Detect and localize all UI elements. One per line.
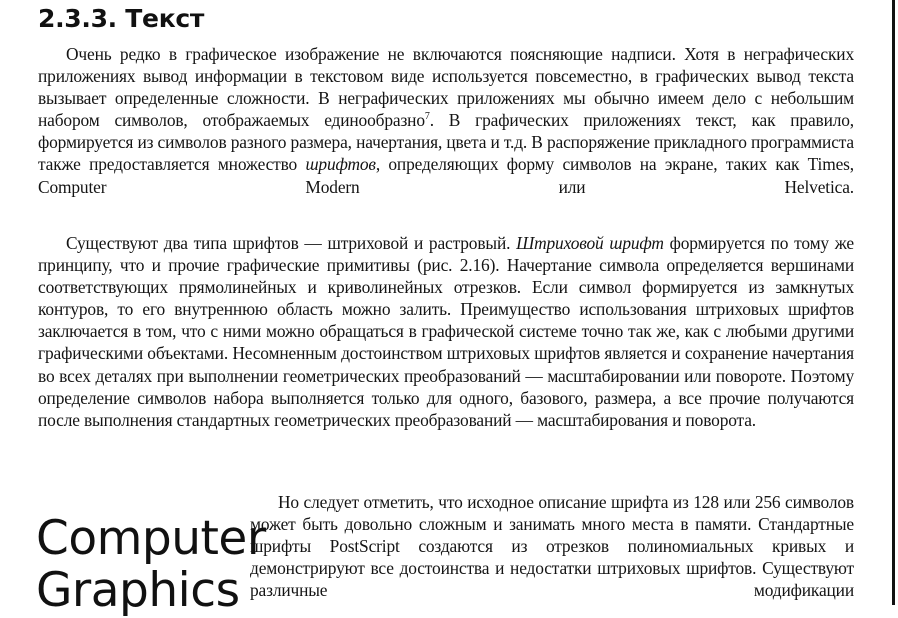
footnote-marker: 7 (424, 111, 430, 123)
paragraph-1-text-b: . В графических приложениях текст, как правило, формируется из символов разного размера, начертания, цвета и т.д. В распоряжение прикладного программиста также предоставляется множество (38, 110, 854, 175)
figure-text-computer: Computer (36, 511, 266, 566)
paragraph-1-text-c: , определяющих форму символов на экране, таких как Times, Computer Modern или Helvetica. (38, 154, 854, 197)
paragraph-1 (38, 43, 854, 198)
section-heading: 2.3.3. Текст (38, 4, 205, 33)
paragraph-1-text-a: Очень редко в графическое изображение не включаются поясняющие надписи. Хотя в неграфических приложениях вывод информации в текстовом виде используется повсеместно, в графических вывод текста вызывает определенные сложности. В неграфических приложениях мы обычно имеем дело с небольшим набором символов, отображаемых единообразно (38, 44, 854, 131)
paragraph-2 (38, 232, 854, 431)
paragraph-2-text-a: Существуют два типа шрифтов — штриховой и растровый. (66, 233, 517, 253)
figure-text-graphics: Graphics (36, 563, 240, 618)
term-fonts: шрифтов (305, 154, 376, 175)
paragraph-3: Но следует отметить, что исходное описание шрифта из 128 или 256 символов может быть довольно сложным и занимать много места в памяти. Стандартные шрифты PostScript создаются из отрезков полиномиальных кривых и демонстрируют все достоинства и недостатки штриховых шрифтов. Существуют различные модификации (250, 492, 854, 601)
page-edge-rule (892, 0, 895, 605)
term-stroke-font: Штриховой шрифт (516, 233, 664, 253)
paragraph-2-text-b: формируется по тому же принципу, что и прочие графические примитивы (рис. 2.16). Начертание символа определяется вершинами соответствующих прямолинейных и криволинейных отрезков. Если символ формируется из замкнутых контуров, то его внутреннюю область можно залить. Преимущество использования штриховых шрифтов заключается в том, что с ними можно обращаться в графической системе точно так же, как с любыми другими графическими объектами. Несомненным достоинством штриховых шрифтов является и сохранение начертания во всех деталях при выполнении геометрических преобразований — масштабировании или повороте. Поэтому определение символов набора выполняется только для одного, базового, размера, а все прочие получаются после выполнения стандартных геометрических преобразований — масштабирования и поворота. (38, 233, 854, 430)
